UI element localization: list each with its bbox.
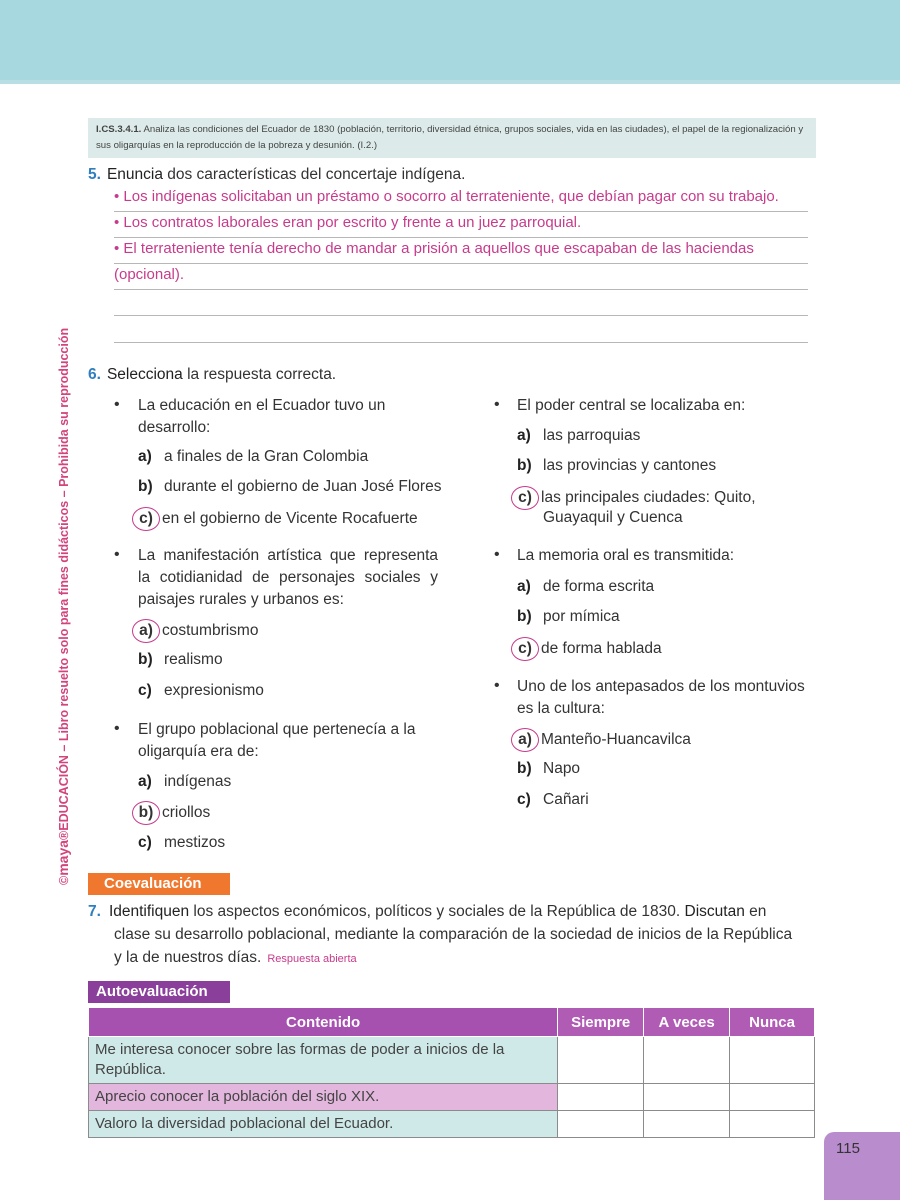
checkbox-cell-a-veces[interactable] [644,1037,730,1084]
question-number: 7. [88,903,101,920]
bullet: • [494,396,500,413]
blank-line[interactable] [114,315,808,316]
selected-answer-circle: c) [511,637,539,661]
bullet: • [114,720,120,737]
answer-line-2[interactable]: • Los contratos laborales eran por escrito y frente a un juez parroquial. [114,212,808,238]
item-stem: El grupo poblacional que pertenecía a la oligarquía era de: [138,721,416,760]
bullet: • [114,396,120,413]
option-c-selected[interactable]: c) en el gobierno de Vicente Rocafuerte [138,507,418,531]
question-verb: Identifiquen [108,903,190,920]
option-a[interactable]: a) de forma escrita [517,578,655,595]
option-c-selected[interactable]: c) de forma hablada [517,637,662,661]
item-stem: El poder central se localizaba en: [517,397,746,414]
checkbox-cell-nunca[interactable] [730,1037,815,1084]
answer-text: Respuesta abierta [267,953,357,965]
registered-mark: ® [57,830,71,840]
row-label: Valoro la diversidad poblacional del Ecuador. [89,1111,558,1138]
row-label: Me interesa conocer sobre las formas de poder a inicios de la República. [89,1037,558,1084]
checkbox-cell-siempre[interactable] [558,1111,644,1138]
blank-line[interactable] [114,342,808,343]
table-row [89,1037,815,1084]
question-text-line: clase su desarrollo poblacional, mediante la comparación de la sociedad de inicios de la República [114,926,793,943]
bullet: • [114,546,120,563]
item-stem: La manifestación artística que representa la cotidianidad de personajes sociales y paisajes rurales y urbanos es: [138,547,438,608]
option-b[interactable]: b) realismo [138,651,223,668]
option-a-selected[interactable]: a) costumbrismo [138,619,258,643]
column-header: Siempre [558,1008,644,1037]
checkbox-cell-nunca[interactable] [730,1084,815,1111]
question-verb: Enuncia [106,166,163,183]
option-a[interactable]: a) a finales de la Gran Colombia [138,448,369,465]
objective-text: Analiza las condiciones del Ecuador de 1830 (población, territorio, diversidad étnica, grupos sociales, vida en las ciudades), el papel de la regionalización y sus oligarquías en la reproducción de la pobreza y desunión. (I.2.) [96,124,804,151]
option-b[interactable]: b) durante el gobierno de Juan José Flores [138,478,442,495]
question-number: 6. [88,366,101,383]
copyright-symbol: © [57,875,71,885]
answer-line-4[interactable]: (opcional). [114,264,808,290]
column-header: Nunca [730,1008,815,1037]
question-verb: Discutan [684,903,745,920]
option-a[interactable]: a) indígenas [138,773,232,790]
checkbox-cell-siempre[interactable] [558,1037,644,1084]
option-b[interactable]: b) por mímica [517,608,620,625]
bullet: • [494,546,500,563]
table-header-row [89,1008,815,1037]
checkbox-cell-a-veces[interactable] [644,1084,730,1111]
side-text-body: EDUCACIÓN – Libro resuelto solo para fines didácticos – Prohibida su reproducción [57,327,71,831]
option-c-selected[interactable]: c) las principales ciudades: Quito, [517,486,756,510]
question-6 [88,364,336,386]
selected-answer-circle: c) [132,507,160,531]
option-b[interactable]: b) las provincias y cantones [517,457,717,474]
question-text-line: y la de nuestros días. Respuesta abierta [114,949,357,966]
checkbox-cell-siempre[interactable] [558,1084,644,1111]
selected-answer-circle: a) [132,619,160,643]
page-number: 115 [824,1132,900,1200]
question-7 [88,900,816,971]
item-stem: Uno de los antepasados de los montuvios es la cultura: [517,678,805,717]
column-header: Contenido [89,1008,558,1037]
objective-code: I.CS.3.4.1. [96,124,142,135]
header-band [0,0,900,84]
question-text: los aspectos económicos, políticos y sociales de la República de 1830. [189,903,685,920]
self-evaluation-table [88,1007,815,1138]
option-b-selected[interactable]: b) criollos [138,801,210,825]
option-c[interactable]: c) expresionismo [138,682,264,699]
question-text: dos características del concertaje indígena. [162,166,466,183]
side-copyright-text [55,315,71,885]
brand-logo: maya [55,839,71,876]
question-text: la respuesta correcta. [182,366,337,383]
item-stem: La memoria oral es transmitida: [517,547,735,564]
row-label: Aprecio conocer la población del siglo XIX. [89,1084,558,1111]
option-b[interactable]: b) Napo [517,760,581,777]
selected-answer-circle: c) [511,486,539,510]
option-c[interactable]: c) Cañari [517,791,589,808]
question-5 [88,164,465,186]
answer-line-1[interactable]: • Los indígenas solicitaban un préstamo o socorro al terrateniente, que debían pagar con su trabajo. [114,186,808,212]
table-row [89,1111,815,1138]
question-verb: Selecciona [106,366,183,383]
selected-answer-circle: a) [511,728,539,752]
table-row [89,1084,815,1111]
selected-answer-circle: b) [132,801,160,825]
question-number: 5. [88,166,101,183]
option-a-selected[interactable]: a) Manteño-Huancavilca [517,728,691,752]
column-header: A veces [644,1008,730,1037]
coevaluacion-label: Coevaluación [88,873,230,895]
bullet: • [494,677,500,694]
question-text: en [744,903,767,920]
autoevaluacion-label: Autoevaluación [88,981,230,1003]
option-c-continuation: Guayaquil y Cuenca [543,509,683,526]
objective-box [88,118,816,158]
checkbox-cell-a-veces[interactable] [644,1111,730,1138]
option-a[interactable]: a) las parroquias [517,427,641,444]
item-stem: La educación en el Ecuador tuvo un desarrollo: [138,397,386,436]
answer-line-3[interactable]: • El terrateniente tenía derecho de mandar a prisión a aquellos que escapaban de las haciendas [114,238,808,264]
option-c[interactable]: c) mestizos [138,834,226,851]
checkbox-cell-nunca[interactable] [730,1111,815,1138]
